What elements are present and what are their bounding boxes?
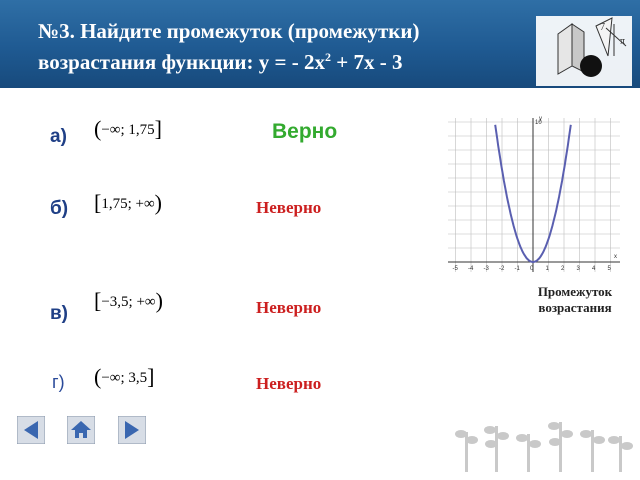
option-b-interval [94,190,162,216]
close-bracket: ] [154,116,162,141]
title-line1: №3. Найдите промежуток (промежутки) [38,19,420,43]
x-tick-label: -2 [499,266,505,272]
plants-decoration-icon [455,412,635,472]
x-tick-label: -1 [514,266,520,272]
option-a-verdict[interactable]: Верно [272,120,338,143]
title-exponent: 2 [324,50,331,64]
caption-line2: возрастания [538,300,612,315]
option-b-verdict[interactable]: Неверно [256,198,322,217]
close-bracket: ] [147,364,155,389]
option-a-letter: а) [50,126,67,147]
svg-text:π: π [620,36,626,47]
title-line2: возрастания функции: y = - 2x [38,50,325,74]
x-axis-label: x [614,254,617,260]
x-tick-label: 1 [545,266,549,272]
y-axis-label: y [539,116,542,122]
x-tick-label: 3 [576,266,580,272]
open-bracket: ( [94,116,102,141]
svg-text:7: 7 [600,22,605,33]
title-suffix: + 7x - 3 [330,50,403,74]
graph-caption [520,284,630,316]
x-tick-label: -4 [468,266,474,272]
option-c-verdict[interactable]: Неверно [256,298,322,317]
x-tick-label: 2 [561,266,565,272]
interval-body: −∞; 3,5 [101,370,148,386]
option-d-verdict[interactable]: Неверно [256,374,322,393]
geometry-shapes-icon [536,16,632,86]
interval-body: −∞; 1,75 [101,122,155,138]
next-button[interactable] [118,416,146,444]
option-d-interval [94,364,154,390]
x-tick-label: -5 [452,266,458,272]
open-bracket: [ [94,190,102,215]
y-max-label: 10 [535,120,542,126]
option-d-letter: г) [52,372,65,392]
close-bracket: ) [154,190,162,215]
option-b-letter: б) [50,198,69,219]
interval-body: 1,75; +∞ [101,196,155,212]
option-c-letter: в) [50,303,69,324]
x-tick-label: 0 [530,266,534,272]
home-button[interactable] [67,416,95,444]
option-a-interval [94,116,162,142]
open-bracket: ( [94,364,102,389]
page-title [38,18,508,75]
header-banner [0,0,640,88]
option-c-interval [94,288,163,314]
x-tick-label: 5 [607,266,611,272]
parabola-graph [444,114,624,276]
x-tick-label: -3 [483,266,489,272]
interval-body: −3,5; +∞ [101,294,156,310]
x-tick-label: 4 [592,266,596,272]
prev-button[interactable] [17,416,45,444]
close-bracket: ) [155,288,163,313]
open-bracket: [ [94,288,102,313]
caption-line1: Промежуток [537,284,613,299]
